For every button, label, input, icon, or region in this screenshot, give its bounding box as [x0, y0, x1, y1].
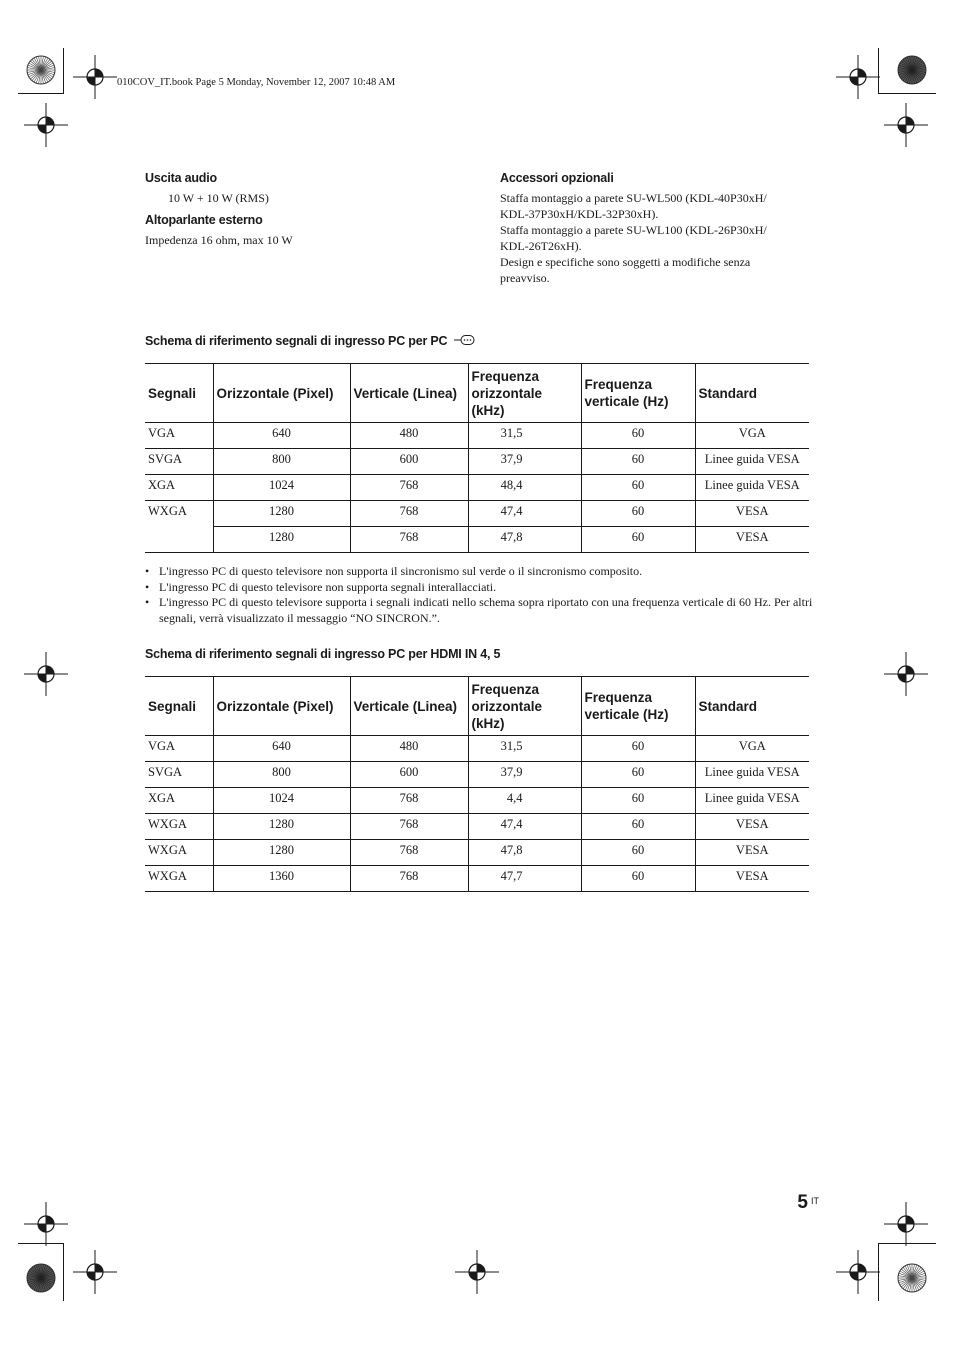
accessories-list	[500, 190, 800, 286]
table-cell: 60	[581, 449, 695, 475]
table-cell: SVGA	[145, 449, 213, 475]
table-cell: 60	[581, 475, 695, 501]
registration-crosshair-icon	[884, 652, 928, 696]
table-cell: WXGA	[148, 504, 187, 518]
accessories-title: Accessori opzionali	[500, 171, 614, 185]
table-row	[145, 527, 809, 553]
table-cell: SVGA	[145, 762, 213, 788]
table-cell: 31,5	[468, 736, 581, 762]
table-row	[145, 475, 809, 501]
col-header: Frequenza verticale (Hz)	[581, 364, 695, 423]
notes-list	[145, 564, 815, 626]
table-cell: 768	[350, 501, 468, 527]
table-cell: 768	[350, 866, 468, 892]
table-cell: Linee guida VESA	[695, 475, 809, 501]
table-cell: 60	[581, 840, 695, 866]
crop-line	[63, 48, 64, 93]
speaker-value: Impedenza 16 ohm, max 10 W	[145, 233, 293, 247]
table-row	[145, 736, 809, 762]
pc-table-title	[145, 334, 476, 348]
col-header: Orizzontale (Pixel)	[213, 364, 350, 423]
book-info-header: 010COV_IT.book Page 5 Monday, November 12, 2007 10:48 AM	[117, 77, 396, 88]
table-cell: 640	[213, 423, 350, 449]
table-cell: VGA	[695, 736, 809, 762]
registration-crosshair-icon	[455, 1250, 499, 1294]
col-header: Verticale (Linea)	[350, 364, 468, 423]
registration-starburst-icon	[896, 54, 928, 86]
table-row	[145, 423, 809, 449]
table-row	[145, 866, 809, 892]
table-cell: 768	[350, 840, 468, 866]
registration-crosshair-icon	[24, 652, 68, 696]
table-cell: Linee guida VESA	[695, 449, 809, 475]
table-cell: VGA	[145, 423, 213, 449]
table-cell: 60	[581, 762, 695, 788]
audio-out-title: Uscita audio	[145, 171, 217, 185]
table-cell: 37,9	[468, 762, 581, 788]
table-row	[145, 449, 809, 475]
table-row	[145, 501, 809, 527]
table-cell: WXGA	[145, 814, 213, 840]
table-cell: 1280	[213, 814, 350, 840]
table-cell: 768	[350, 475, 468, 501]
registration-crosshair-icon	[884, 103, 928, 147]
table-cell: 1280	[213, 501, 350, 527]
table-cell: 480	[350, 423, 468, 449]
note-item: • L'ingresso PC di questo televisore non supporta segnali interallacciati.	[145, 580, 815, 596]
table-cell: 768	[350, 527, 468, 553]
registration-crosshair-icon	[73, 55, 117, 99]
table-cell: 800	[213, 762, 350, 788]
table-cell: 60	[581, 501, 695, 527]
accessories-line: Design e specifiche sono soggetti a modifiche senza	[500, 255, 751, 269]
col-header: Orizzontale (Pixel)	[213, 677, 350, 736]
accessories-line: Staffa montaggio a parete SU-WL500 (KDL-40P30xH/	[500, 191, 767, 205]
table-cell: 47,4	[468, 501, 581, 527]
registration-crosshair-icon	[836, 1250, 880, 1294]
registration-starburst-icon	[896, 1262, 928, 1294]
col-header: Frequenza verticale (Hz)	[581, 677, 695, 736]
table-cell: 1024	[213, 475, 350, 501]
hdmi-signal-table	[145, 676, 809, 892]
table-cell: 47,4	[468, 814, 581, 840]
table-cell: 4,4	[468, 788, 581, 814]
table-cell: 60	[581, 866, 695, 892]
note-item: • L'ingresso PC di questo televisore supporta i segnali indicati nello schema sopra riportato con una frequenza verticale di 60 Hz. Per altri segnali, verrà visualizzato il messaggio “NO SINCRON.”.	[145, 595, 815, 626]
table-cell: 1024	[213, 788, 350, 814]
pc-input-icon	[454, 334, 476, 346]
audio-out-value: 10 W + 10 W (RMS)	[168, 191, 269, 205]
col-header: Standard	[695, 364, 809, 423]
table-cell: XGA	[145, 788, 213, 814]
table-cell: 1360	[213, 866, 350, 892]
table-cell	[145, 527, 213, 553]
table-cell: 480	[350, 736, 468, 762]
table-cell: VESA	[695, 814, 809, 840]
table-cell: 1280	[213, 527, 350, 553]
note-item: • L'ingresso PC di questo televisore non supporta il sincronismo sul verde o il sincronismo composito.	[145, 564, 815, 580]
table-cell: 60	[581, 736, 695, 762]
table-header-row	[145, 364, 809, 423]
col-header: Verticale (Linea)	[350, 677, 468, 736]
pc-signal-table	[145, 363, 809, 553]
registration-crosshair-icon	[884, 1202, 928, 1246]
table-cell: VGA	[695, 423, 809, 449]
table-cell: 1280	[213, 840, 350, 866]
pc-table-title-text: Schema di riferimento segnali di ingresso PC per PC	[145, 334, 448, 348]
page-number: 5	[797, 1192, 808, 1213]
table-cell: Linee guida VESA	[695, 788, 809, 814]
table-cell: Linee guida VESA	[695, 762, 809, 788]
registration-crosshair-icon	[24, 103, 68, 147]
table-cell: 60	[581, 423, 695, 449]
table-cell: VESA	[695, 501, 809, 527]
table-cell: 37,9	[468, 449, 581, 475]
registration-starburst-icon	[25, 1262, 57, 1294]
table-cell: WXGA	[145, 840, 213, 866]
table-cell: VGA	[145, 736, 213, 762]
table-cell: XGA	[145, 475, 213, 501]
registration-crosshair-icon	[836, 55, 880, 99]
table-cell: 800	[213, 449, 350, 475]
table-cell: WXGA	[145, 866, 213, 892]
table-cell: 60	[581, 788, 695, 814]
table-cell: 47,8	[468, 527, 581, 553]
col-header: Segnali	[145, 677, 213, 736]
crop-line	[63, 1243, 64, 1301]
table-row	[145, 840, 809, 866]
table-cell: 60	[581, 814, 695, 840]
table-cell: VESA	[695, 527, 809, 553]
accessories-line: KDL-37P30xH/KDL-32P30xH).	[500, 207, 659, 221]
crop-line	[878, 93, 936, 94]
table-cell: 768	[350, 814, 468, 840]
speaker-title: Altoparlante esterno	[145, 213, 263, 227]
registration-starburst-icon	[25, 54, 57, 86]
table-header-row	[145, 677, 809, 736]
table-cell: VESA	[695, 840, 809, 866]
registration-crosshair-icon	[73, 1250, 117, 1294]
hdmi-table-title: Schema di riferimento segnali di ingresso PC per HDMI IN 4, 5	[145, 647, 501, 661]
accessories-line: preavviso.	[500, 271, 550, 285]
table-cell: 31,5	[468, 423, 581, 449]
table-cell: 60	[581, 527, 695, 553]
col-header: Segnali	[145, 364, 213, 423]
table-row	[145, 814, 809, 840]
table-cell: 640	[213, 736, 350, 762]
table-cell: VESA	[695, 866, 809, 892]
table-cell: 47,8	[468, 840, 581, 866]
table-row	[145, 762, 809, 788]
page-language: IT	[811, 1196, 819, 1206]
accessories-line: KDL-26T26xH).	[500, 239, 582, 253]
registration-crosshair-icon	[24, 1202, 68, 1246]
table-cell: 48,4	[468, 475, 581, 501]
col-header: Frequenza orizzontale (kHz)	[468, 364, 581, 423]
table-cell: 600	[350, 449, 468, 475]
table-cell: 47,7	[468, 866, 581, 892]
col-header: Standard	[695, 677, 809, 736]
crop-line	[18, 93, 64, 94]
table-cell: 768	[350, 788, 468, 814]
table-row	[145, 788, 809, 814]
table-cell: 600	[350, 762, 468, 788]
col-header: Frequenza orizzontale (kHz)	[468, 677, 581, 736]
accessories-line: Staffa montaggio a parete SU-WL100 (KDL-26P30xH/	[500, 223, 767, 237]
